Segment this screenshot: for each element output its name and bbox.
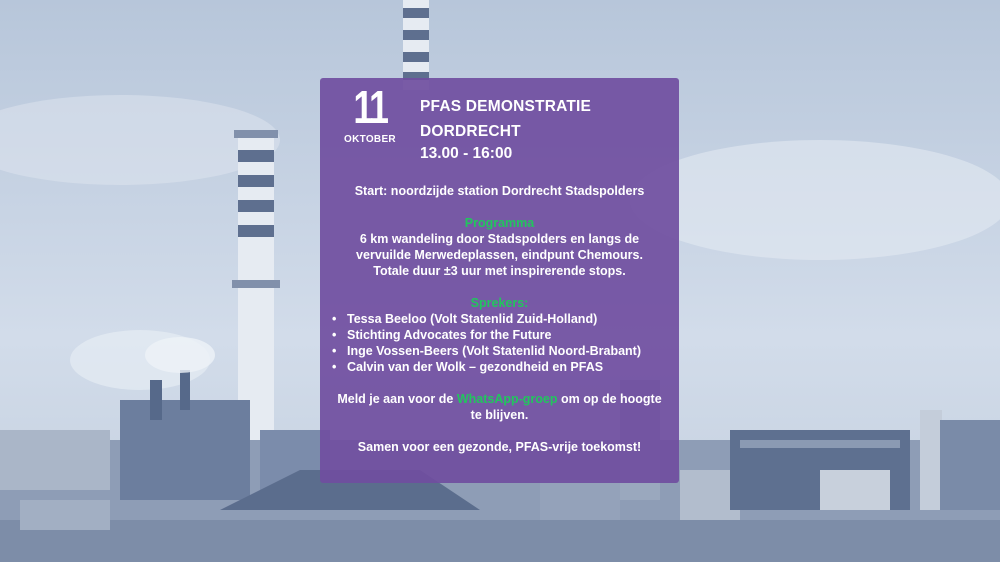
signup-after: om op de hoogte: [557, 392, 662, 406]
speakers-list: [320, 311, 679, 375]
event-card: [320, 78, 679, 483]
signup-text-2: te blijven.: [470, 408, 529, 422]
event-date: [342, 81, 398, 145]
speaker-item: • Calvin van der Wolk – gezondheid en PFAS: [332, 359, 679, 375]
event-title-line1: PFAS DEMONSTRATIE: [420, 98, 592, 115]
chimney-center: [403, 0, 429, 90]
event-month: OKTOBER: [344, 134, 396, 145]
event-time: 13.00 - 16:00: [420, 145, 513, 162]
program-heading: Programma: [464, 216, 535, 230]
signup-text: [320, 391, 679, 407]
whatsapp-group-link[interactable]: WhatsApp-groep: [456, 392, 558, 406]
event-day: 11: [353, 81, 387, 133]
program-line: vervuilde Merwedeplassen, eindpunt Chemours.: [356, 248, 643, 262]
start-location: Start: noordzijde station Dordrecht Stadspolders: [354, 184, 645, 198]
speakers-heading: Sprekers:: [470, 296, 529, 310]
event-title: [420, 94, 670, 144]
speaker-item: • Inge Vossen-Beers (Volt Statenlid Noord-Brabant): [332, 343, 679, 359]
event-title-line2: DORDRECHT: [420, 123, 521, 140]
program-line: Totale duur ±3 uur met inspirerende stops.: [373, 264, 626, 278]
program-line: 6 km wandeling door Stadspolders en langs de: [359, 232, 640, 246]
speaker-item: • Stichting Advocates for the Future: [332, 327, 679, 343]
event-details: [320, 183, 679, 455]
closing-text: Samen voor een gezonde, PFAS-vrije toekomst!: [357, 440, 642, 454]
signup-before: Meld je aan voor de: [337, 392, 457, 406]
speaker-item: • Tessa Beeloo (Volt Statenlid Zuid-Holland): [332, 311, 679, 327]
